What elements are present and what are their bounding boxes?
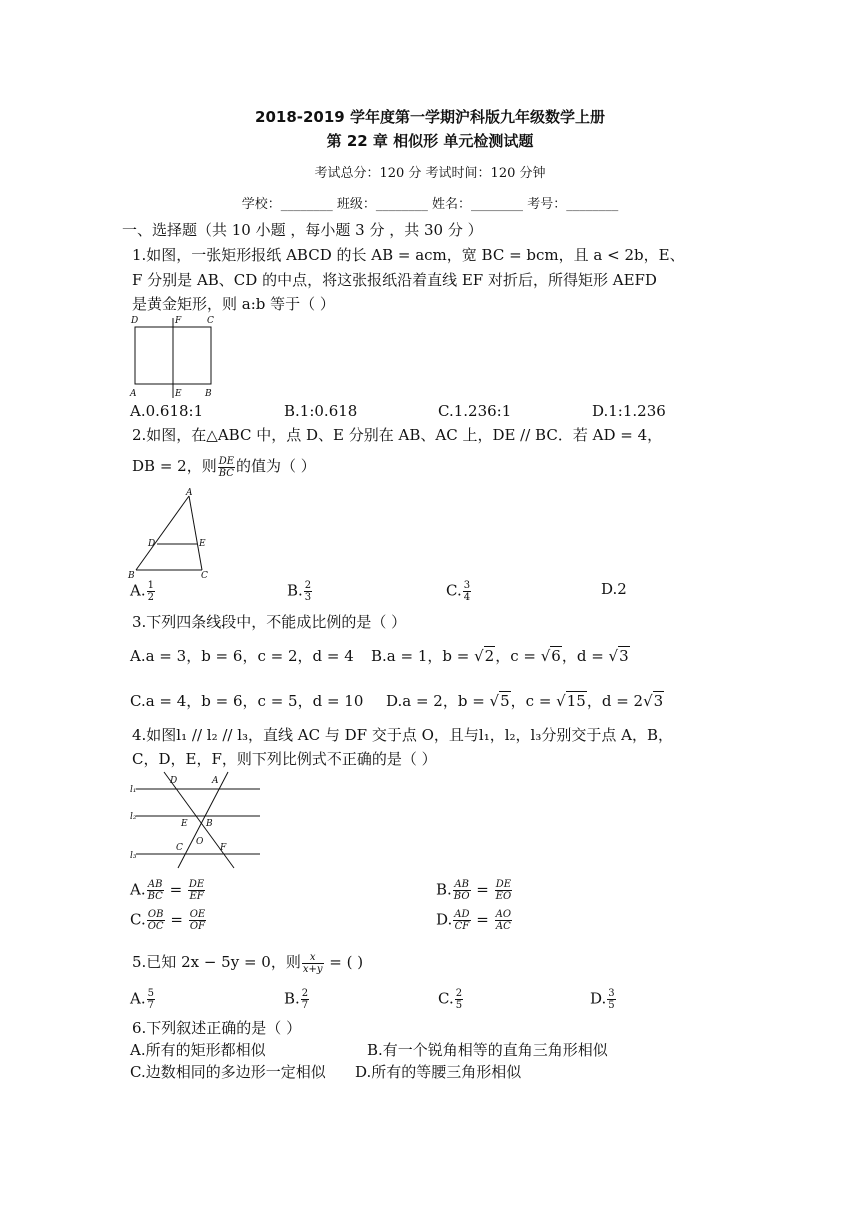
q2-label-b: B xyxy=(128,571,135,581)
q5-option-c-frac xyxy=(455,988,463,1011)
q2-option-a-den: 2 xyxy=(147,592,154,603)
q5-fraction xyxy=(302,952,324,975)
q2-frac-den: BC xyxy=(218,467,234,479)
q5-line-pre: 5.已知 2x − 5y = 0，则 xyxy=(132,953,301,971)
q5-option-a-prefix: A. xyxy=(130,989,146,1008)
q1-option-a[interactable]: A.0.618:1 xyxy=(130,402,204,420)
q4-option-a[interactable]: A. $\frac{AB}{BC}$ = $\frac{DE}{EF}$ xyxy=(130,879,205,902)
q5-option-d[interactable] xyxy=(590,988,617,1011)
q2-line-2-pre: DB = 2，则 xyxy=(132,457,217,475)
q4-label-l3: l₃ xyxy=(130,851,137,861)
q3-option-a[interactable]: A.a = 3，b = 6，c = 2，d = 4 xyxy=(130,647,354,665)
q1-option-c[interactable]: C.1.236:1 xyxy=(438,402,512,420)
q4-label-l2: l₂ xyxy=(130,812,137,822)
q4-option-d-d1: CF xyxy=(454,921,470,932)
q5-option-b-frac xyxy=(301,988,309,1011)
q5-option-a-den: 7 xyxy=(147,1000,154,1011)
q2-option-b-frac xyxy=(304,580,312,603)
title-line-2: 第 22 章 相似形 单元检测试题 xyxy=(326,132,534,150)
q4-label-f: F xyxy=(220,843,227,853)
q1-label-e: E xyxy=(175,389,182,399)
q4-option-a-n2: DE xyxy=(188,879,205,890)
q4-parallel-lines-figure xyxy=(128,768,264,870)
q5-option-a-frac xyxy=(147,988,155,1011)
q4-option-c-d1: OC xyxy=(147,921,164,932)
q4-option-b-frac-2 xyxy=(495,879,513,902)
q4-option-d[interactable]: D. $\frac{AD}{CF}$ = $\frac{AO}{AC}$ xyxy=(436,909,512,932)
q3-optb-root-2: 6 xyxy=(551,647,561,665)
q5-frac-den: x+y xyxy=(302,963,323,975)
q2-option-d[interactable]: D.2 xyxy=(601,580,627,598)
q4-option-a-d1: BC xyxy=(147,891,163,902)
q2-label-d: D xyxy=(148,539,156,549)
section-heading: 一、选择题（共 10 小题 ，每小题 3 分 ，共 30 分 ） xyxy=(122,221,483,239)
q4-option-b-d2: EO xyxy=(495,891,512,902)
q4-option-c-frac-2 xyxy=(189,909,207,932)
q4-option-b-n1: AB xyxy=(454,879,469,890)
q2-option-c-prefix: C. xyxy=(446,581,462,600)
q2-option-b-prefix: B. xyxy=(287,581,303,600)
q5-option-d-num: 3 xyxy=(608,988,615,999)
q5-option-d-prefix: D. xyxy=(590,989,607,1008)
q3-optb-mid2: ，d = √ xyxy=(561,647,619,665)
q3-optd-mid: ，c = √ xyxy=(510,692,566,710)
q4-option-d-d2: AC xyxy=(495,921,511,932)
q4-line-2: C，D，E，F，则下列比例式不正确的是（ ） xyxy=(132,750,437,768)
q4-option-a-frac-1 xyxy=(147,879,164,902)
q5-option-d-den: 5 xyxy=(608,1000,615,1011)
q1-label-f: F xyxy=(175,316,182,326)
q4-option-c[interactable]: C. $\frac{OB}{OC}$ = $\frac{OE}{OF}$ xyxy=(130,909,206,932)
q6-option-a[interactable]: A.所有的矩形都相似 xyxy=(130,1041,266,1059)
q4-option-b-prefix: B. xyxy=(436,880,452,899)
q3-optb-pre: B.a = 1，b = √ xyxy=(371,647,484,665)
q4-label-d: D xyxy=(170,776,178,786)
q2-line-2-post: 的值为（ ） xyxy=(236,457,316,475)
q5-option-c-num: 2 xyxy=(455,988,463,999)
q1-option-d[interactable]: D.1:1.236 xyxy=(592,402,666,420)
q4-option-a-prefix: A. xyxy=(130,880,146,899)
q5-frac-num: x xyxy=(302,952,324,964)
q2-option-c-den: 4 xyxy=(463,592,471,603)
q4-option-d-frac-1 xyxy=(453,909,470,932)
q4-option-c-n1: OB xyxy=(147,909,164,920)
q1-label-b: B xyxy=(205,389,212,399)
q4-option-d-prefix: D. xyxy=(436,910,453,929)
title-line-1: 2018-2019 学年度第一学期沪科版九年级数学上册 xyxy=(255,108,605,126)
q3-optd-root-2: 15 xyxy=(566,692,586,710)
q5-option-b[interactable] xyxy=(284,988,310,1011)
q2-option-a-prefix: A. xyxy=(130,581,146,600)
q5-option-b-prefix: B. xyxy=(284,989,300,1008)
q2-fraction xyxy=(218,456,235,479)
q3-optb-root-3: 3 xyxy=(619,647,629,665)
q4-label-b: B xyxy=(206,819,213,829)
q2-label-a: A xyxy=(186,488,193,498)
q4-label-o: O xyxy=(196,837,204,847)
q4-option-a-d2: EF xyxy=(189,891,204,902)
q5-option-a-num: 5 xyxy=(147,988,154,999)
q4-option-b[interactable]: B. $\frac{AB}{BO}$ = $\frac{DE}{EO}$ xyxy=(436,879,512,902)
q5-line xyxy=(132,951,363,975)
q2-label-c: C xyxy=(201,571,208,581)
q3-optb-root-1: 2 xyxy=(484,647,495,665)
q3-option-b[interactable] xyxy=(371,645,630,666)
q4-option-d-n2: AO xyxy=(495,909,512,920)
q3-optb-mid: ，c = √ xyxy=(495,647,551,665)
q4-option-c-frac-1 xyxy=(147,909,165,932)
q4-option-b-frac-1 xyxy=(453,879,471,902)
q3-option-d[interactable] xyxy=(386,690,664,711)
q2-option-a-frac xyxy=(147,580,155,603)
q3-optd-mid2: ，d = 2√ xyxy=(586,692,653,710)
q2-option-a[interactable] xyxy=(130,580,156,603)
q2-option-c-num: 3 xyxy=(463,580,471,591)
q4-option-c-n2: OE xyxy=(189,909,206,920)
q1-line-1: 1.如图，一张矩形报纸 ABCD 的长 AB = acm，宽 BC = bcm，且 a < 2b，E、 xyxy=(132,246,685,264)
q4-option-b-d1: BO xyxy=(453,891,470,902)
q2-triangle-figure xyxy=(126,486,218,582)
q6-option-d[interactable]: D.所有的等腰三角形相似 xyxy=(355,1063,522,1081)
q5-option-c-den: 5 xyxy=(455,1000,463,1011)
exam-info: 考试总分：120 分 考试时间：120 分钟 xyxy=(314,166,546,181)
q4-option-a-n1: AB xyxy=(147,879,163,890)
q2-option-b-num: 2 xyxy=(304,580,312,591)
q1-label-a: A xyxy=(130,389,137,399)
q2-option-b[interactable] xyxy=(287,580,313,603)
q4-option-c-d2: OF xyxy=(189,921,205,932)
q5-option-c[interactable] xyxy=(438,988,464,1011)
q5-option-b-num: 2 xyxy=(301,988,309,999)
q5-option-a[interactable] xyxy=(130,988,156,1011)
q1-option-b[interactable]: B.1:0.618 xyxy=(284,402,358,420)
q2-frac-num: DE xyxy=(218,455,235,467)
q1-label-d: D xyxy=(131,316,139,326)
q6-option-c[interactable]: C.边数相同的多边形一定相似 xyxy=(130,1063,326,1081)
q4-option-a-frac-2 xyxy=(188,879,205,902)
q6-line-1: 6.下列叙述正确的是（ ） xyxy=(132,1019,302,1037)
q2-line-1: 2.如图，在△ABC 中，点 D、E 分别在 AB、AC 上，DE // BC．若 AD = 4， xyxy=(132,426,663,444)
q3-optd-pre: D.a = 2，b = √ xyxy=(386,692,500,710)
q4-label-a: A xyxy=(212,776,219,786)
q2-option-a-num: 1 xyxy=(147,580,154,591)
q1-rectangle-figure xyxy=(128,312,220,400)
q5-option-c-prefix: C. xyxy=(438,989,454,1008)
q4-option-d-n1: AD xyxy=(454,909,470,920)
q4-label-l1: l₁ xyxy=(130,785,137,795)
q2-label-e: E xyxy=(199,539,206,549)
q4-label-c: C xyxy=(176,843,183,853)
q5-line-post: = ( ) xyxy=(324,953,364,971)
q3-option-c[interactable]: C.a = 4，b = 6，c = 5，d = 10 xyxy=(130,692,364,710)
q4-option-b-n2: DE xyxy=(495,879,512,890)
q4-option-c-prefix: C. xyxy=(130,910,146,929)
q2-line-2 xyxy=(132,455,316,479)
q1-label-c: C xyxy=(207,316,214,326)
q1-line-2: F 分别是 AB、CD 的中点，将这张报纸沿着直线 EF 对折后，所得矩形 AEFD xyxy=(132,271,657,289)
q4-line-1: 4.如图l₁ // l₂ // l₃，直线 AC 与 DF 交于点 O，且与l₁，l₂，l₃分别交于点 A，B， xyxy=(132,726,673,744)
q2-option-c-frac xyxy=(463,580,471,603)
q4-label-e: E xyxy=(181,819,188,829)
q3-optd-root-1: 5 xyxy=(500,692,510,710)
student-fields: 学校：________ 班级：________ 姓名：________ 考号：________ xyxy=(241,197,619,212)
q3-line-1: 3.下列四条线段中，不能成比例的是（ ） xyxy=(132,613,407,631)
q1-line-3: 是黄金矩形，则 a:b 等于（ ） xyxy=(132,295,335,313)
q3-optd-root-3: 3 xyxy=(653,692,664,710)
q2-option-c[interactable] xyxy=(446,580,472,603)
q6-option-b[interactable]: B.有一个锐角相等的直角三角形相似 xyxy=(367,1041,608,1059)
q5-option-b-den: 7 xyxy=(301,1000,309,1011)
q2-option-b-den: 3 xyxy=(304,592,312,603)
q4-option-d-frac-2 xyxy=(495,909,512,932)
q5-option-d-frac xyxy=(607,988,615,1011)
